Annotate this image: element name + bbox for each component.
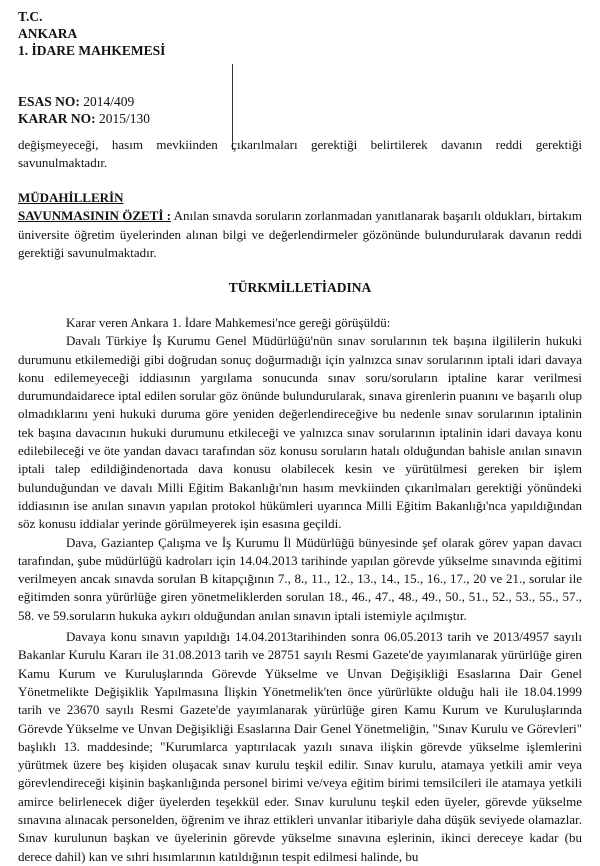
header-tc: T.C. bbox=[18, 9, 43, 24]
paragraph: Dava, Gaziantep Çalışma ve İş Kurumu İl Müdürlüğü bünyesinde şef olarak görev yapan davacı tarafından, şube müdürlüğü kadroları için 14.04.2013 tarihinde yapılan görevde yükselme sınavında eğitimi verilmeyen ancak sınavda sorulan B kitapçığının 7., 8., 11., 12., 13., 14., 15., 16., 17., 20 ve 21., sorular ile eğitimden sonra yürürlüğe giren yönetmeliklerden sorulan 18., 46., 47., 48., 49., 50., 51., 52., 53., 55., 57., 58. ve 59.soruların hukuka aykırı olduğundan anılan sınavın iptali istemiyle açılmıştır. bbox=[18, 534, 582, 623]
court-header bbox=[18, 8, 165, 59]
paragraph: Davalı Türkiye İş Kurumu Genel Müdürlüğü'nün sınav sorularının tek başına ilgililerin hukuki durumunu etkilemediği gibi doğrudan sonuç doğurmadığı için yalnızca sınav sorularının iptali idari davaya konu edilemeyeceği iddiasının yargılama sonucunda sınav soru/soruların iptaline karar verilmesi durumundaidarece iptal edilen sorular göz önünde bulundurularak, sınava girenlerin puanını ve başarılı olup olmadıklarını yeni hukuki duruma göre yeniden değerlendireceğive bu nedenle sınav sorularının iptalinin tek başına davacının hukuki durumunu etkileceği ve yalnızca sınav sorularının iptalinin idari davaya konu edilebileceği ve öte yandan davacı tarafından söz konusu soruların hatalı olduğundan bahisle anılan sınavın iptali talep edildiğindenortada dava konusu olabilecek kesin ve yürütülmesi gereken bir işlem bulunduğundan ve davalı Milli Eğitim Bakanlığı'nın hasım mevkiinden çıkarılmaları gerektiği yönündeki iddiasının ise anılan sınavın yapılan protokol hükümleri uyarınca Milli Eğitim Bakanlığı'nca yapıldığından söz konusu iddialar yerinde görülmeyerek işin esasına geçildi. bbox=[18, 333, 582, 532]
esas-label: ESAS NO: bbox=[18, 94, 80, 109]
paragraph: Davaya konu sınavın yapıldığı 14.04.2013tarihinden sonra 06.05.2013 tarih ve 2013/4957 sayılı Bakanlar Kurulu Kararı ile 31.08.2013 tarih ve 28751 sayılı Resmi Gazete'de yayımlanarak yürürlüğe giren Kamu Kurum ve Kuruluşlarında Görevde Yükselme ve Unvan Değişikliği Esaslarına Dair Genel Yönetmelikte Değişiklik Yapılmasına İlişkin Yönetmelik'ten önce yürürlükte olduğu hali ile 18.04.1999 tarih ve 23670 sayılı Resmi Gazete'de yayımlanarak yürürlüğe giren Kamu Kurum ve Kuruluşlarında Görevde Yükselme ve Unvan Değişikliği Esaslarına Dair Genel Yönetmeliğin, "Sınav Kurulu ve Görevleri" başlıklı 13. maddesinde; "Kurumlarca yaptırılacak yazılı sınava ilişkin görevde yükselme işlemlerini yürütmek üzere beş kişiden oluşacak sınav kurulu teşkil edilir. Sınav kurulu, atamaya yetkili amir veya görevlendireceği kişinin başkanlığında personel birimi ve/veya eğitim birimi temsilcileri ile atamaya yetkili amirce belirlenecek diğer üyelerden teşekkül eder. Sınav kurulunu teşkil eden üyeler, görevde yükselme sınavına alınacak personelden, öğrenim ve ihraz ettikleri unvanlar itibariyle daha düşük seviyede olamazlar. Sınav kurulunun başkan ve üyelerinin görevde yükselme sınavına eşlerinin, ikinci dereceye kadar (bu derece dahil) kan ve sıhri hısımlarının katıldığının tespit edilmesi halinde, bu bbox=[18, 629, 582, 864]
decision-body bbox=[18, 314, 582, 866]
intervenors-subheading: SAVUNMASININ ÖZETİ : bbox=[18, 208, 172, 224]
header-city: ANKARA bbox=[18, 26, 78, 41]
header-court: 1. İDARE MAHKEMESİ bbox=[18, 43, 166, 58]
karar-value: 2015/130 bbox=[95, 111, 151, 126]
esas-no bbox=[18, 93, 150, 110]
defense-text: değişmeyeceği, hasım mevkiinden çıkarılmaları gerektiği belirtilerek davanın reddi gerektiği savunulmaktadır. bbox=[18, 137, 582, 171]
paragraph: Karar veren Ankara 1. İdare Mahkemesi'nce gereği görüşüldü: bbox=[66, 315, 391, 330]
intervenors-heading: MÜDAHİLLERİN bbox=[18, 190, 124, 205]
karar-label: KARAR NO: bbox=[18, 111, 96, 126]
intervenors-text: Anılan sınavda soruların zorlanmadan yanıtlanarak başarılı oldukları, birtakım üniversite öğretim üyelerinden alınan bilgi ve değerlendirmeler gözönünde bulundurularak davanın reddi gerektiği savunulmaktadır. bbox=[18, 208, 582, 260]
defense-continuation bbox=[18, 136, 582, 173]
document-title: TÜRKMİLLETİADINA bbox=[228, 280, 372, 295]
intervenors-section bbox=[18, 189, 582, 262]
karar-no bbox=[18, 110, 150, 127]
esas-value: 2014/409 bbox=[79, 94, 135, 109]
case-numbers bbox=[18, 93, 150, 127]
